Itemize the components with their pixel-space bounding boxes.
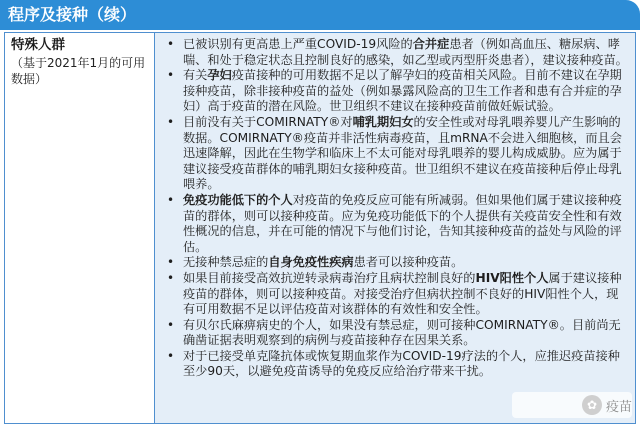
item-text: 目前没有关于COMIRNATY®对 [183,114,353,129]
bullet-icon: • [167,255,175,270]
watermark [512,392,632,418]
bullet-icon: • [167,68,175,83]
category-cell [5,33,155,423]
bullet-icon: • [167,192,175,207]
item-text: 对于已接受单克隆抗体或恢复期血浆作为COVID-19疗法的个人，应推迟疫苗接种至少90天，以避免疫苗诱导的免疫反应给治疗带来干扰。 [183,348,620,379]
recommendation-list [161,37,629,380]
watermark-text: 疫苗 [605,399,632,415]
list-item [161,318,629,349]
bullet-icon: • [167,348,175,363]
emphasis-text: 自身免疫性疾病 [268,255,354,270]
item-text: 有贝尔氏麻痹病史的个人，如果没有禁忌症，则可接种COMIRNATY®。目前尚无确凿证据表明观察到的病例与疫苗接种存在因果关系。 [183,317,621,348]
section-header [0,0,640,30]
section-title: 程序及接种（续） [8,5,137,24]
list-item [161,37,629,68]
list-item [161,115,629,193]
bullet-icon: • [167,37,175,51]
wechat-logo-icon: ✿ [582,395,602,415]
special-populations-table [4,32,636,424]
item-text: 患者可以接种疫苗。 [353,255,464,270]
list-item [161,68,629,115]
item-text: 的安全性或对母乳喂养婴儿产生影响的数据。COMIRNATY®疫苗并非活性病毒疫苗，且mRNA不会进入细胞核，而且会迅速降解，因此在生物学和临床上不太可能对母乳喂养的婴儿构成威胁。应为属于建议接受疫苗群体的哺乳期妇女接种疫苗。世卫组织不建议在疫苗接种后停止母乳喂养。 [183,114,622,192]
emphasis-text: 免疫功能低下的个人 [183,192,293,207]
category-title: 特殊人群 [11,37,65,53]
item-text: 如果目前接受高效抗逆转录病毒治疗且病状控制良好的 [183,270,476,285]
list-item [161,271,629,318]
list-item [161,255,629,271]
bullet-icon: • [167,317,175,332]
item-text: 已被识别有更高患上严重COVID-19风险的 [183,37,413,51]
emphasis-text: 孕妇 [207,68,232,83]
item-text: 对疫苗的免疫反应可能有所减弱。但如果他们属于建议接种疫苗的群体，则可以接种疫苗。应为免疫功能低下的个人提供有关疫苗安全性和有效性概况的信息，并在可能的情况下与他们讨论，告知其接种疫苗的益处与风险的评估。 [183,192,622,254]
details-cell [155,33,635,423]
item-text: 无接种禁忌症的 [183,255,269,270]
category-subtitle: （基于2021年1月的可用数据） [11,56,146,86]
list-item [161,349,629,380]
item-text: 疫苗接种的可用数据不足以了解孕妇的疫苗相关风险。目前不建议在孕期接种疫苗，除非接种疫苗的益处（例如暴露风险高的卫生工作者和患有合并症的孕妇）高于疫苗的潜在风险。世卫组织不建议在接种疫苗前做妊娠试验。 [183,68,622,114]
bullet-icon: • [167,114,175,129]
emphasis-text: 合并症 [412,37,450,51]
emphasis-text: 哺乳期妇女 [352,114,414,129]
bullet-icon: • [167,270,175,285]
item-text: 患者（例如高血压、糖尿病、哮喘、和处于稳定状态且控制良好的感染，如乙型或丙型肝炎患者），建议接种疫苗。 [183,37,628,67]
emphasis-text: HIV阳性个人 [475,270,549,285]
item-text: 属于建议接种疫苗的群体，则可以接种疫苗。对接受治疗但病状控制不良好的HIV阳性个人，现有可用数据不足以评估疫苗对该群体的有效性和安全性。 [183,270,622,317]
item-text: 有关 [183,68,208,83]
list-item [161,193,629,255]
